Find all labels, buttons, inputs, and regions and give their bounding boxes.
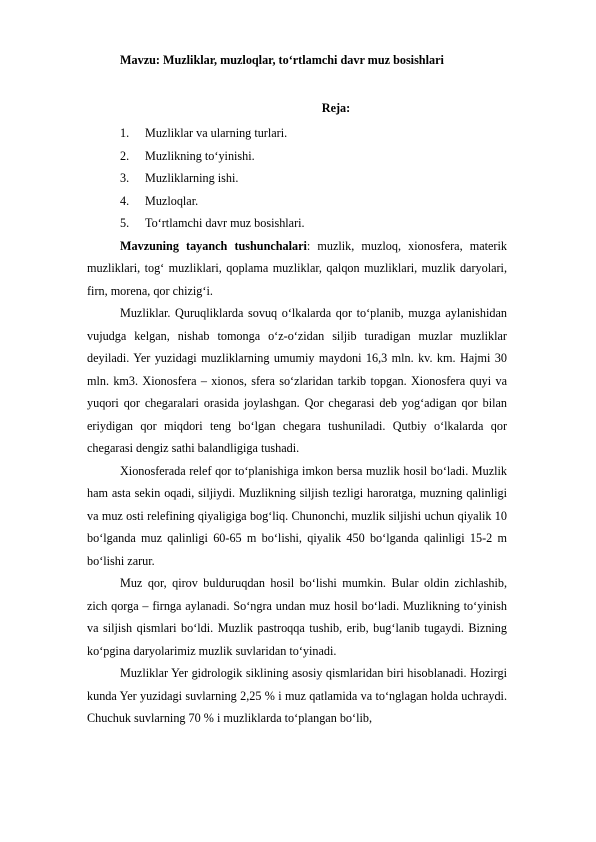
- document-title: Mavzu: Muzliklar, muzloqlar, to‘rtlamchi davr muz bosishlari: [120, 53, 444, 67]
- paragraph-gidrologik: Muzliklar Yer gidrologik siklining asosiy qismlaridan biri hisoblanadi. Hozirgi kunda Yer yuzidagi suvlarning 2,25 % i muz qatlamida va to‘nglagan holda uchraydi. Chuchuk suvlarning 70 % i muzliklarda to‘plangan bo‘lib,: [87, 666, 507, 725]
- plan-item: [87, 122, 507, 145]
- key-concepts-text: : muzlik, muzloq, xionosfera, materik muzliklari, tog‘ muzliklari, qoplama muzliklar, qalqon muzliklari, muzlik daryolari, firn, morena, qor chizig‘i.: [87, 238, 507, 298]
- plan-list: [87, 122, 507, 235]
- paragraph-xionosfera: Xionosferada relef qor to‘planishiga imkon bersa muzlik hosil bo‘ladi. Muzlik ham asta sekin oqadi, siljiydi. Muzlikning siljish tezligi haroratga, muzning qalinligi va muz osti relefining qiyaligiga bog‘liq. Chunonchi, muzlik siljishi uchun qiyalik 10 bo‘lganda muz qalinligi 60-65 m bo‘lishi, qiyalik 450 bo‘lganda qalinligi 15-2 m bo‘lishi zarur.: [87, 463, 507, 568]
- plan-item: [87, 212, 507, 235]
- key-concepts-label: Mavzuning tayanch tushunchalari: [120, 238, 307, 253]
- document-page: [87, 50, 507, 730]
- plan-item-text: Muzlikning to‘yinishi.: [145, 148, 255, 163]
- plan-item-number: 2.: [120, 148, 130, 163]
- plan-item: [87, 145, 507, 168]
- plan-item-text: Muzliklar va ularning turlari.: [145, 126, 288, 140]
- plan-item-text: Muzloqlar.: [145, 193, 199, 208]
- plan-item-number: 4.: [120, 193, 130, 208]
- plan-item-number: 3.: [120, 171, 130, 185]
- key-concepts-paragraph: [87, 235, 507, 303]
- plan-heading: Reja:: [321, 101, 351, 115]
- plan-item-text: Muzliklarning ishi.: [145, 171, 239, 185]
- plan-item: [87, 190, 507, 213]
- plan-item-number: 5.: [120, 216, 130, 230]
- paragraph-muzliklar: Muzliklar. Quruqliklarda sovuq o‘lkalarda qor to‘planib, muzga aylanishidan vujudga kelgan, nishab tomonga o‘z-o‘zidan siljib turadigan muzlar muzliklar deyiladi. Yer yuzidagi muzliklarning umumiy maydoni 16,3 mln. kv. km. Hajmi 30 mln. km3. Xionosfera – xionos, sfera so‘zlaridan tarkib topgan. Xionosfera quyi va yuqori qor chegaralari orasida joylashgan. Qor chegarasi deb yog‘adigan qor bilan eriydigan qor miqdori teng bo‘lgan chegara tushuniladi. Qutbiy o‘lkalarda qor chegarasi dengiz sathi balandligiga tushadi.: [87, 306, 507, 455]
- plan-item: [87, 167, 507, 190]
- plan-item-number: 1.: [120, 126, 130, 140]
- plan-item-text: To‘rtlamchi davr muz bosishlari.: [145, 216, 305, 230]
- paragraph-muz-hosil: Muz qor, qirov bulduruqdan hosil bo‘lishi mumkin. Bular oldin zichlashib, zich qorga – firnga aylanadi. So‘ngra undan muz hosil bo‘ladi. Muzlikning to‘yinish va siljish qismlari bo‘ldi. Muzlik pastroqqa tushib, erib, bug‘lanib tugaydi. Bizning ko‘pgina daryolarimiz muzlik suvlaridan to‘yinadi.: [87, 576, 507, 658]
